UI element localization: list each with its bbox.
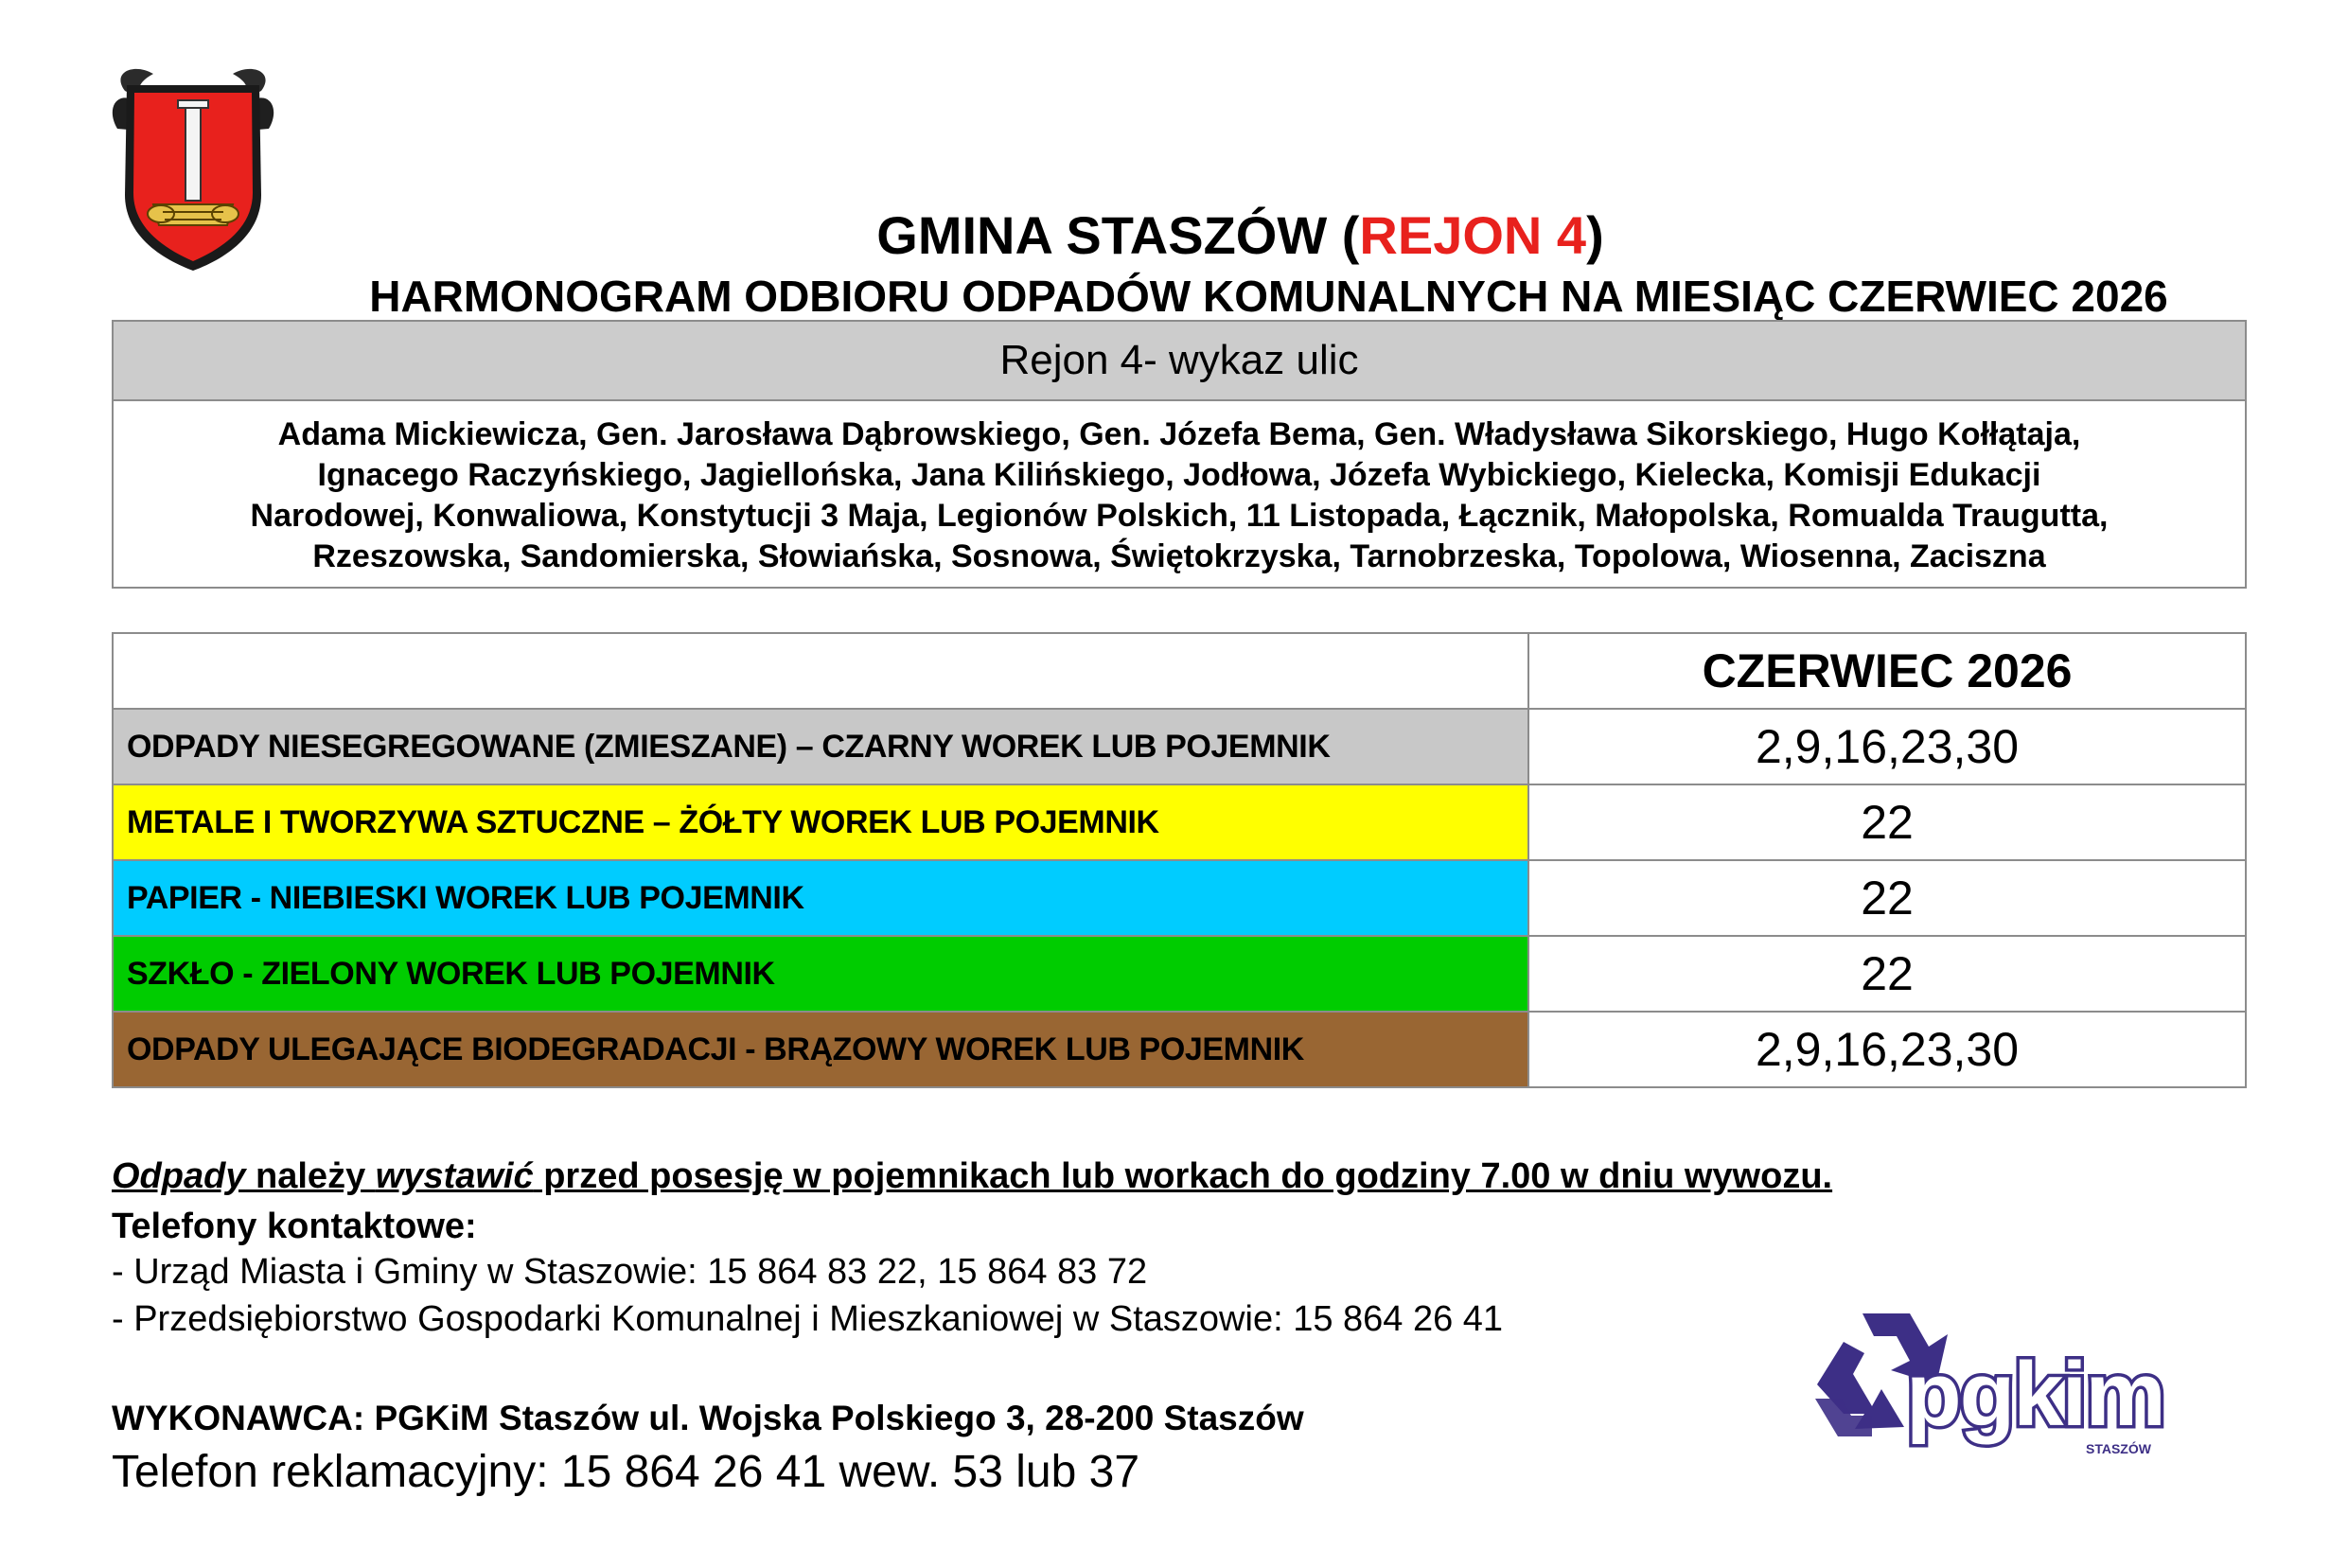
- page-title: GMINA STASZÓW (REJON 4): [876, 205, 1604, 265]
- pickup-dates: 2,9,16,23,30: [1528, 1012, 2246, 1087]
- waste-type-glass: SZKŁO - ZIELONY WOREK LUB POJEMNIK: [113, 936, 1528, 1012]
- schedule-table: [112, 632, 2247, 1088]
- streets-line: Adama Mickiewicza, Gen. Jarosława Dąbrowskiego, Gen. Józefa Bema, Gen. Władysława Sikorskiego, Hugo Kołłątaja,: [277, 416, 2081, 452]
- pickup-dates: 22: [1528, 936, 2246, 1012]
- instruction-note: Odpady należy wystawić przed posesję w pojemnikach lub workach do godziny 7.00 w dniu wywozu.: [112, 1156, 1833, 1196]
- waste-type-paper: PAPIER - NIEBIESKI WOREK LUB POJEMNIK: [113, 860, 1528, 936]
- streets-line: Ignacego Raczyńskiego, Jagiellońska, Jana Kilińskiego, Jodłowa, Józefa Wybickiego, Kielecka, Komisji Edukacji: [317, 457, 2041, 493]
- empty-header-cell: [113, 633, 1528, 709]
- table-row: [113, 784, 2246, 860]
- table-row: [113, 936, 2246, 1012]
- recycle-logo-icon: [1806, 1295, 2177, 1457]
- page-subtitle: HARMONOGRAM ODBIORU ODPADÓW KOMUNALNYCH NA MIESIĄC CZERWIEC 2026: [369, 272, 2168, 321]
- streets-list: [114, 401, 2245, 587]
- table-row: [113, 709, 2246, 784]
- pickup-dates: 22: [1528, 860, 2246, 936]
- complaint-phone: Telefon reklamacyjny: 15 864 26 41 wew. 53 lub 37: [112, 1447, 1140, 1497]
- waste-type-mixed: ODPADY NIESEGREGOWANE (ZMIESZANE) – CZARNY WOREK LUB POJEMNIK: [113, 709, 1528, 784]
- table-row: [113, 1012, 2246, 1087]
- streets-line: Rzeszowska, Sandomierska, Słowiańska, Sosnowa, Świętokrzyska, Tarnobrzeska, Topolowa, Wiosenna, Zaciszna: [312, 538, 2046, 574]
- contact-phone-pgkim: - Przedsiębiorstwo Gospodarki Komunalnej i Mieszkaniowej w Staszowie: 15 864 26 41: [112, 1299, 1504, 1339]
- contractor-info: WYKONAWCA: PGKiM Staszów ul. Wojska Polskiego 3, 28-200 Staszów: [112, 1399, 1304, 1437]
- streets-box: [112, 320, 2247, 589]
- table-row: [113, 860, 2246, 936]
- table-header-row: [113, 633, 2246, 709]
- region-label: REJON 4: [1359, 205, 1587, 265]
- streets-heading: Rejon 4- wykaz ulic: [114, 322, 2245, 401]
- waste-type-bio: ODPADY ULEGAJĄCE BIODEGRADACJI - BRĄZOWY WOREK LUB POJEMNIK: [113, 1012, 1528, 1087]
- pgkim-city: STASZÓW: [2086, 1441, 2151, 1456]
- month-header: CZERWIEC 2026: [1528, 633, 2246, 709]
- waste-type-plastics: METALE I TWORZYWA SZTUCZNE – ŻÓŁTY WOREK LUB POJEMNIK: [113, 784, 1528, 860]
- pgkim-wordmark: pgkim: [1906, 1344, 2164, 1445]
- pickup-dates: 22: [1528, 784, 2246, 860]
- streets-line: Narodowej, Konwaliowa, Konstytucji 3 Maja, Legionów Polskich, 11 Listopada, Łącznik, Małopolska, Romualda Traugutta,: [250, 498, 2109, 534]
- contact-phone-office: - Urząd Miasta i Gminy w Staszowie: 15 864 83 22, 15 864 83 72: [112, 1252, 1148, 1292]
- pickup-dates: 2,9,16,23,30: [1528, 709, 2246, 784]
- contact-phones-title: Telefony kontaktowe:: [112, 1207, 477, 1246]
